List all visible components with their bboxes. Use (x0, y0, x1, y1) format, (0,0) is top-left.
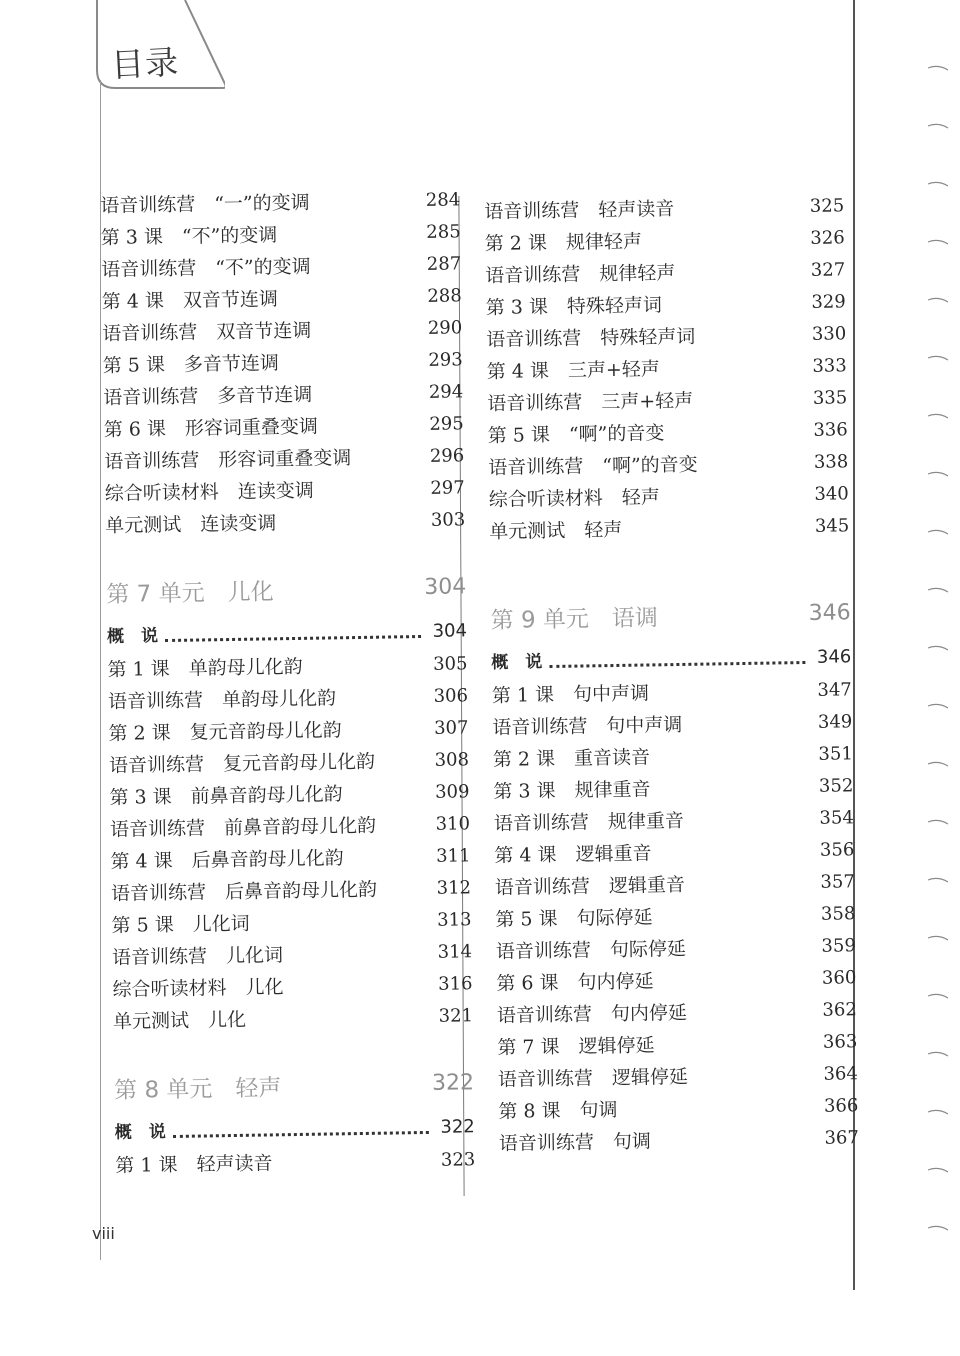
entry-title: 综合听读材料 连读变调 (104, 479, 314, 505)
entry-page: 285 (426, 221, 461, 243)
unit-title: 第 9 单元 语调 (490, 605, 659, 634)
entry-title: 单元测试 儿化 (112, 1008, 247, 1033)
entry-page: 307 (433, 717, 469, 739)
entry-page: 305 (432, 653, 468, 675)
entry-page: 310 (435, 813, 471, 835)
entry-page: 336 (813, 419, 848, 441)
toc-entry[interactable] (115, 1144, 475, 1182)
overview-entry[interactable] (115, 1110, 475, 1150)
entry-title: 语音训练营 “不”的变调 (101, 255, 311, 281)
entry-page: 354 (819, 807, 854, 829)
entry-title: 语音训练营 逻辑停延 (497, 1065, 689, 1091)
entry-page: 314 (437, 941, 473, 963)
unit-heading[interactable] (106, 560, 467, 620)
dot-leader (549, 661, 805, 668)
entry-title: 第 1 课 单韵母儿化韵 (107, 655, 303, 681)
right-top-list (484, 190, 849, 548)
entry-page: 367 (824, 1127, 860, 1149)
entry-title: 语音训练营 特殊轻声词 (486, 325, 696, 351)
entry-title: 第 5 课 儿化词 (111, 912, 250, 937)
toc-entry[interactable] (489, 510, 849, 548)
toc-header-tab (95, 0, 225, 92)
entry-title: 语音训练营 多音节连调 (103, 383, 313, 409)
entry-title: 第 5 课 “啊”的音变 (487, 422, 665, 447)
entry-title: 第 1 课 轻声读音 (115, 1152, 273, 1177)
entry-title: 语音训练营 规律轻声 (485, 262, 676, 287)
entry-title: 第 3 课 “不”的变调 (100, 224, 278, 249)
unit-page: 322 (431, 1070, 475, 1096)
entry-page: 309 (434, 781, 470, 803)
overview-label: 概 说 (114, 1122, 166, 1143)
unit-heading[interactable] (114, 1056, 475, 1116)
entry-title: 语音训练营 形容词重叠变调 (104, 447, 352, 473)
entry-page: 349 (817, 711, 853, 733)
entry-title: 语音训练营 句中声调 (492, 713, 683, 739)
entry-page: 288 (427, 285, 462, 307)
entry-title: 第 4 课 后鼻音韵母儿化韵 (110, 847, 344, 873)
entry-title: 第 8 课 句调 (498, 1099, 618, 1123)
overview-label: 概 说 (106, 626, 159, 647)
entry-title: 第 3 课 前鼻音韵母儿化韵 (109, 783, 343, 809)
unit-title: 第 8 单元 轻声 (113, 1075, 282, 1104)
entry-title: 第 3 课 特殊轻声词 (485, 294, 663, 319)
entry-page: 335 (812, 387, 848, 409)
entry-title: 第 6 课 形容词重叠变调 (103, 415, 319, 441)
entry-page: 290 (427, 317, 463, 339)
entry-page: 363 (822, 1031, 858, 1053)
entry-page: 340 (814, 483, 849, 505)
entry-title: 单元测试 轻声 (489, 518, 623, 543)
entry-page: 366 (823, 1095, 859, 1117)
entry-title: 第 2 课 重音读音 (492, 746, 651, 771)
binding-hole-marks (922, 60, 956, 1240)
entry-page: 316 (437, 973, 473, 995)
left-top-list (100, 184, 465, 542)
entry-page: 327 (810, 259, 846, 281)
toc-entry[interactable] (113, 1000, 473, 1038)
entry-page: 347 (817, 679, 852, 701)
entry-page: 303 (430, 509, 466, 531)
overview-page: 304 (432, 620, 468, 642)
entry-page: 330 (811, 323, 847, 345)
unit-page: 346 (808, 600, 851, 626)
entry-page: 326 (810, 227, 845, 249)
entry-title: 语音训练营 复元音韵母儿化韵 (108, 750, 376, 777)
toc-entry[interactable] (105, 504, 465, 542)
page-number: viii (92, 1224, 115, 1243)
entry-page: 356 (819, 839, 855, 861)
entry-page: 313 (436, 909, 472, 931)
entry-title: 语音训练营 轻声读音 (484, 198, 675, 223)
unit9-list (492, 674, 859, 1160)
entry-title: 第 2 课 复元音韵母儿化韵 (108, 719, 342, 745)
unit-heading[interactable] (490, 586, 851, 646)
dot-leader (165, 635, 421, 642)
entry-page: 308 (434, 749, 470, 771)
overview-entry[interactable] (107, 614, 467, 654)
unit7-list (107, 648, 473, 1038)
entry-title: 语音训练营 “一”的变调 (100, 191, 310, 217)
entry-page: 358 (820, 903, 856, 925)
unit8-list (115, 1144, 475, 1182)
entry-page: 321 (438, 1005, 474, 1027)
entry-page: 357 (820, 871, 855, 893)
entry-page: 284 (425, 189, 461, 211)
toc-title: 目录 (110, 42, 181, 85)
entry-page: 293 (428, 349, 463, 371)
entry-title: 综合听读材料 轻声 (488, 486, 660, 511)
entry-page: 352 (818, 775, 854, 797)
entry-title: 语音训练营 后鼻音韵母儿化韵 (110, 878, 378, 905)
entry-page: 359 (821, 935, 856, 957)
entry-title: 第 1 课 句中声调 (491, 682, 650, 707)
overview-page: 346 (816, 646, 852, 668)
entry-page: 323 (440, 1149, 476, 1171)
entry-title: 单元测试 连读变调 (105, 512, 277, 537)
overview-page: 322 (440, 1116, 475, 1138)
entry-title: 语音训练营 规律重音 (493, 809, 685, 835)
entry-title: 第 4 课 逻辑重音 (494, 842, 652, 867)
entry-page: 297 (430, 477, 465, 499)
dot-leader (173, 1131, 429, 1138)
entry-page: 311 (435, 845, 471, 867)
entry-page: 325 (809, 195, 845, 217)
entry-title: 语音训练营 “啊”的音变 (488, 453, 698, 479)
entry-title: 第 6 课 句内停延 (496, 970, 654, 995)
entry-title: 第 5 课 句际停延 (495, 906, 653, 931)
overview-label: 概 说 (491, 652, 543, 673)
entry-title: 综合听读材料 儿化 (112, 976, 284, 1001)
overview-entry[interactable] (491, 640, 851, 680)
entry-page: 295 (429, 413, 464, 435)
entry-title: 语音训练营 双音节连调 (102, 319, 312, 345)
toc-entry[interactable] (499, 1122, 859, 1160)
entry-title: 语音训练营 单韵母儿化韵 (107, 687, 337, 713)
entry-title: 语音训练营 前鼻音韵母儿化韵 (109, 814, 377, 841)
entry-title: 语音训练营 句内停延 (496, 1001, 688, 1027)
entry-page: 312 (436, 877, 472, 899)
entry-page: 362 (822, 999, 857, 1021)
entry-page: 294 (428, 381, 464, 403)
entry-page: 338 (813, 451, 849, 473)
entry-page: 351 (818, 743, 853, 765)
right-column (484, 190, 859, 1160)
entry-page: 345 (814, 515, 850, 537)
left-column (100, 184, 476, 1182)
entry-title: 语音训练营 儿化词 (111, 944, 284, 969)
entry-title: 第 3 课 规律重音 (493, 778, 651, 803)
entry-title: 第 4 课 双音节连调 (101, 288, 279, 313)
entry-title: 语音训练营 三声+轻声 (487, 389, 694, 415)
entry-title: 第 4 课 三声+轻声 (486, 358, 661, 383)
entry-title: 语音训练营 逻辑重音 (494, 873, 686, 899)
entry-title: 第 5 课 多音节连调 (102, 352, 280, 377)
entry-page: 296 (429, 445, 465, 467)
unit-page: 304 (424, 574, 467, 600)
entry-title: 第 2 课 规律轻声 (484, 230, 643, 255)
entry-page: 333 (812, 355, 847, 377)
entry-title: 语音训练营 句调 (498, 1130, 652, 1155)
entry-page: 364 (823, 1063, 858, 1085)
entry-page: 306 (433, 685, 469, 707)
entry-page: 360 (821, 967, 857, 989)
unit-title: 第 7 单元 儿化 (106, 579, 274, 608)
entry-page: 287 (426, 253, 462, 275)
entry-title: 第 7 课 逻辑停延 (497, 1034, 655, 1059)
entry-page: 329 (811, 291, 846, 313)
entry-title: 语音训练营 句际停延 (495, 937, 687, 963)
